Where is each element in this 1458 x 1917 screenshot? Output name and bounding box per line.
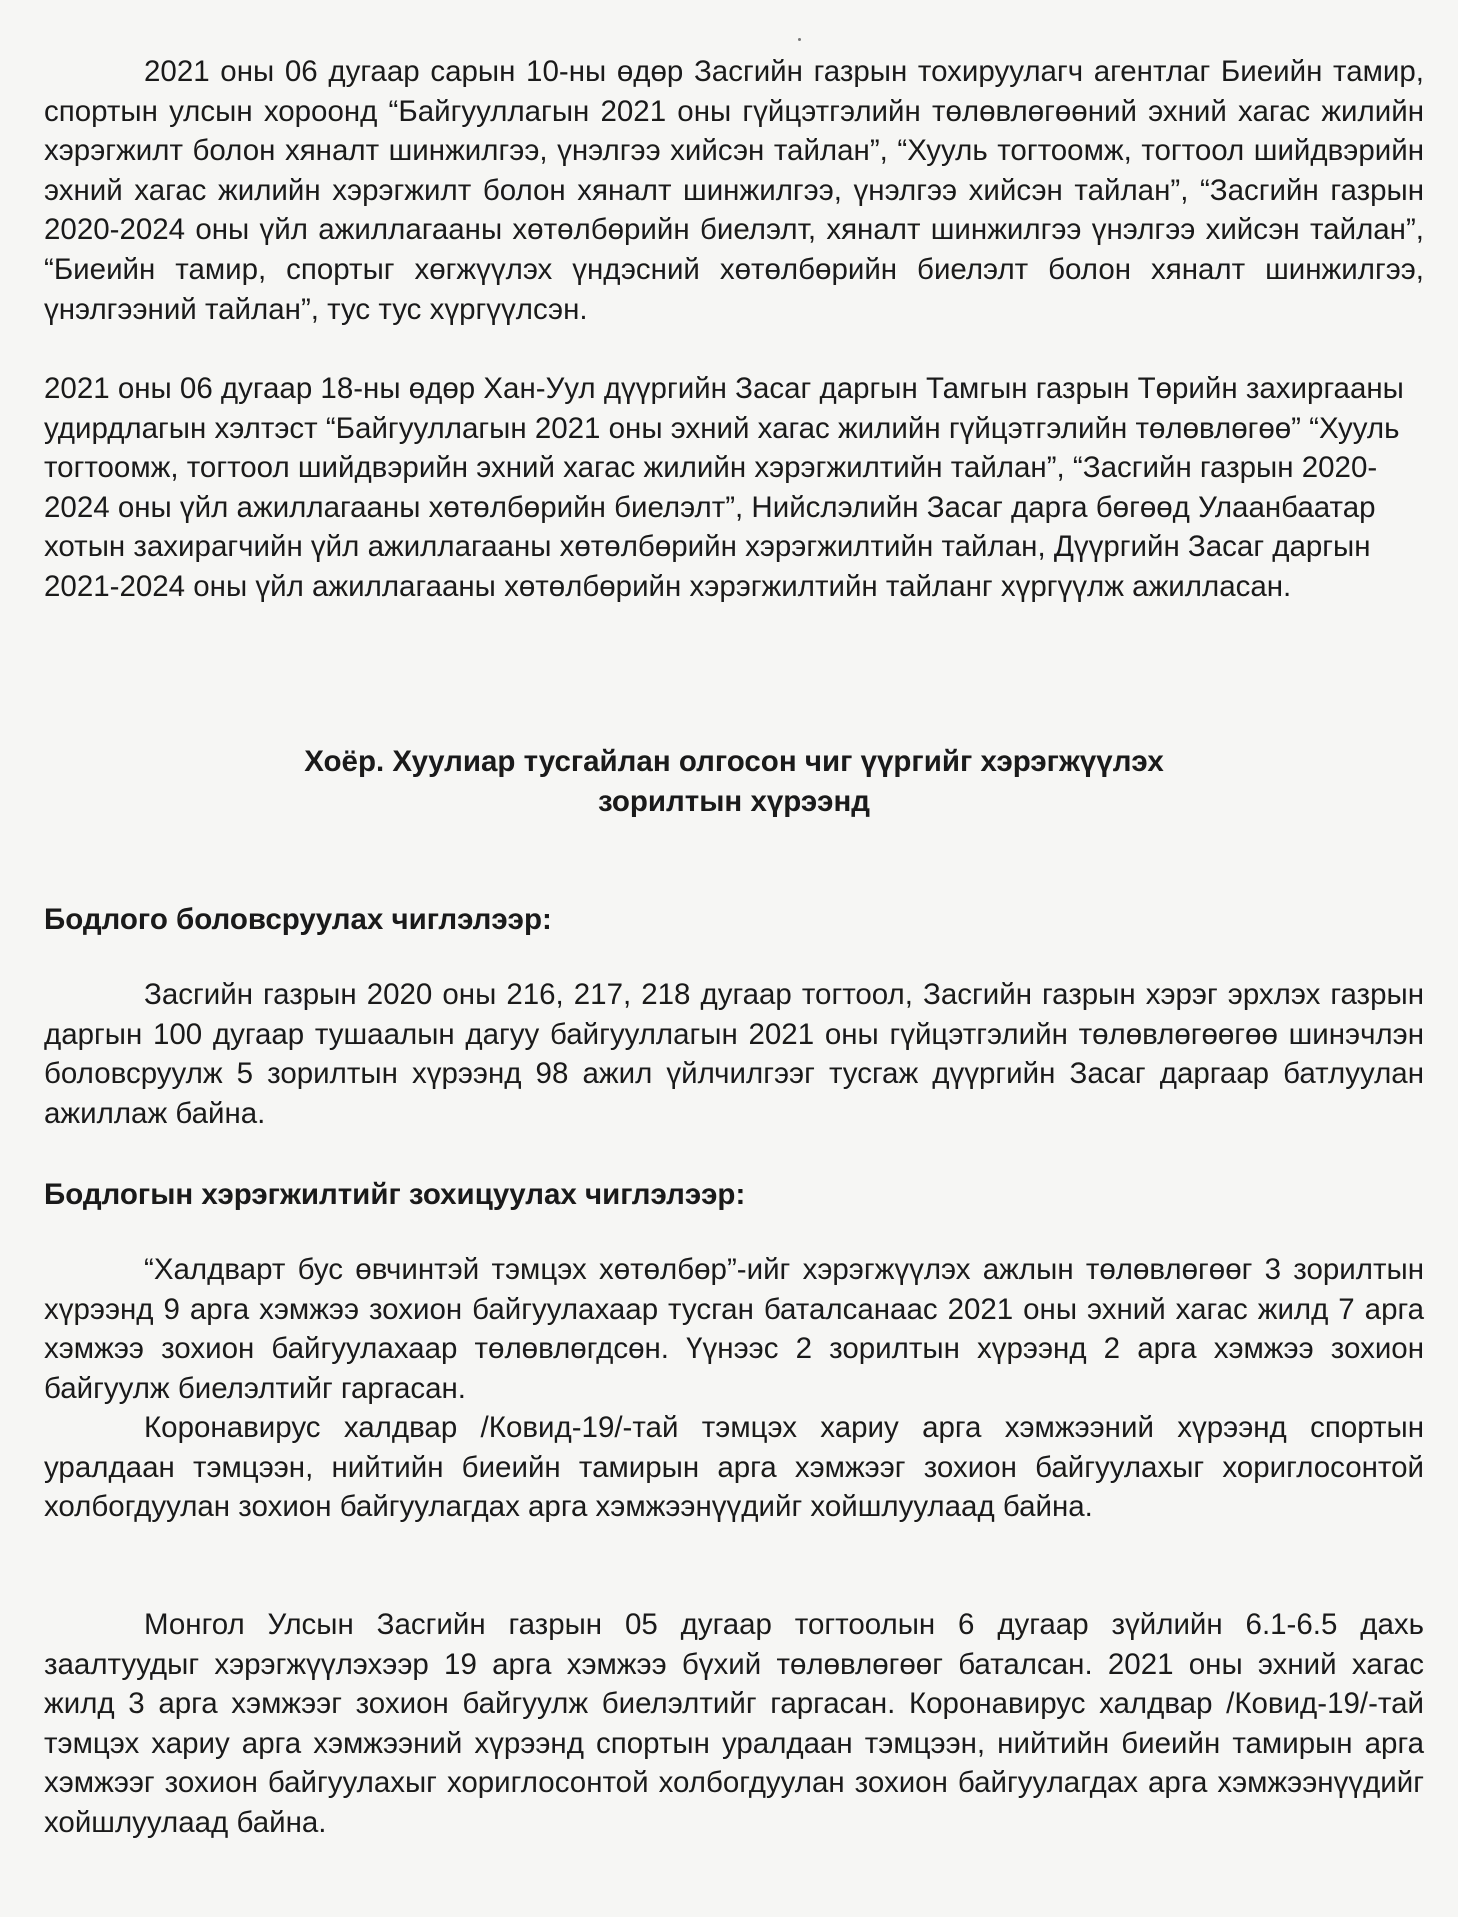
subheading-policy-implementation: Бодлогын хэрэгжилтийг зохицуулах чиглэлээр:	[44, 1178, 746, 1211]
section-title-line-2: зорилтын хүрээнд	[597, 785, 871, 818]
paragraph-government-resolution-05: Монгол Улсын Засгийн газрын 05 дугаар тогтоолын 6 дугаар зүйлийн 6.1-6.5 дахь заалтуудыг хэрэгжүүлэхээр 19 арга хэмжээ бүхий төлөвлөгөөг баталсан. 2021 оны эхний хагас жилд 3 арга хэмжээг зохион байгуулж биелэлтийг гаргасан. Коронавирус халдвар /Ковид-19/-тай тэмцэх хариу арга хэмжээний хүрээнд спортын уралдаан тэмцээн, нийтийн биеийн тамирын арга хэмжээг зохион байгуулахыг хориглосонтой холбогдуулан зохион байгуулагдах арга хэмжээнүүдийг хойшлуулаад байна.	[44, 1608, 1424, 1839]
paragraph-ncd-program: “Халдварт бус өвчинтэй тэмцэх хөтөлбөр”-ийг хэрэгжүүлэх ажлын төлөвлөгөөг 3 зорилтын хүрээнд 9 арга хэмжээ зохион байгуулахаар тусган баталсанаас 2021 оны эхний хагас жилд 7 арга хэмжээ зохион байгуулахаар төлөвлөгдсөн. Үүнээс 2 зорилтын хүрээнд 2 арга хэмжээ зохион байгуулж биелэлтийг гаргасан.	[44, 1253, 1424, 1405]
paragraph-report-submission-agency: 2021 оны 06 дугаар сарын 10-ны өдөр Засгийн газрын тохируулагч агентлаг Биеийн тамир, спортын улсын хороонд “Байгууллагын 2021 оны гүйцэтгэлийн төлөвлөгөөний эхний хагас жилийн хэрэгжилт болон хяналт шинжилгээ, үнэлгээ хийсэн тайлан”, “Хууль тогтоомж, тогтоол шийдвэрийн эхний хагас жилийн хэрэгжилт болон хяналт шинжилгээ, үнэлгээ хийсэн тайлан”, “Засгийн газрын 2020-2024 оны үйл ажиллагааны хөтөлбөрийн биелэлт, хяналт шинжилгээ үнэлгээ хийсэн тайлан”, “Биеийн тамир, спортыг хөгжүүлэх үндэсний хөтөлбөрийн биелэлт болон хяналт шинжилгээ, үнэлгээний тайлан”, тус тус хүргүүлсэн.	[44, 55, 1424, 326]
paragraph-performance-plan: Засгийн газрын 2020 оны 216, 217, 218 дугаар тогтоол, Засгийн газрын хэрэг эрхлэх газрын даргын 100 дугаар тушаалын дагуу байгууллагын 2021 оны гүйцэтгэлийн төлөвлөгөөгөө шинэчлэн боловсруулж 5 зорилтын хүрээнд 98 ажил үйлчилгээг тусгаж дүүргийн Засаг даргаар батлуулан ажиллаж байна.	[44, 978, 1424, 1130]
section-title-line-1: Хоёр. Хуулиар тусгайлан олгосон чиг үүргийг хэрэгжүүлэх	[304, 745, 1164, 778]
subheading-policy-development: Бодлого боловсруулах чиглэлээр:	[44, 903, 552, 936]
scan-speck	[798, 38, 801, 41]
paragraph-covid-postponement: Коронавирус халдвар /Ковид-19/-тай тэмцэх хариу арга хэмжээний хүрээнд спортын уралдаан тэмцээн, нийтийн биеийн тамирын арга хэмжээг зохион байгуулахыг хориглосонтой холбогдуулан зохион байгуулагдах арга хэмжээнүүдийг хойшлуулаад байна.	[44, 1411, 1424, 1524]
paragraph-report-submission-district: 2021 оны 06 дугаар 18-ны өдөр Хан-Уул дүүргийн Засаг даргын Тамгын газрын Төрийн захиргааны удирдлагын хэлтэст “Байгууллагын 2021 оны эхний хагас жилийн гүйцэтгэлийн төлөвлөгөө” “Хууль тогтоомж, тогтоол шийдвэрийн эхний хагас жилийн хэрэгжилтийн тайлан”, “Засгийн газрын 2020-2024 оны үйл ажиллагааны хөтөлбөрийн биелэлт”, Нийслэлийн Засаг дарга бөгөөд Улаанбаатар хотын захирагчийн үйл ажиллагааны хөтөлбөрийн хэрэгжилтийн тайлан, Дүүргийн Засаг даргын 2021-2024 оны үйл ажиллагааны хөтөлбөрийн хэрэгжилтийн тайланг хүргүүлж ажилласан.	[44, 372, 1404, 603]
